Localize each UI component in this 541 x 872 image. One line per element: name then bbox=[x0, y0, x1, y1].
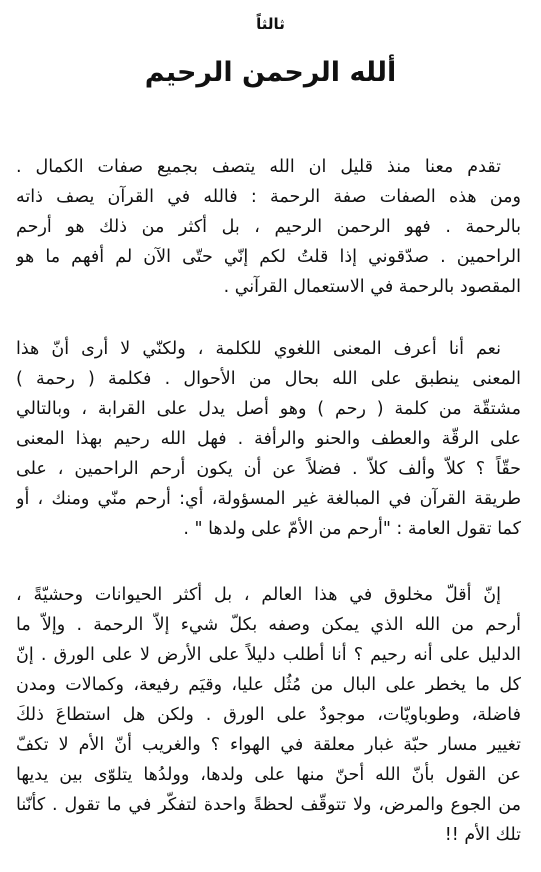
paragraph-3-line-6: تغيير مسار حبّة غبار معلقة في الهواء ؟ والغريب أنّ الأم لا تكفّ bbox=[16, 735, 521, 755]
paragraph-3-line-7: عن القول بأنّ الله أحنّ منها على ولدها، وولدُها يتلوّى بين يديها bbox=[16, 765, 521, 785]
paragraph-3-line-3: الدليل على أنه رحيم ؟ أنا أطلب دليلاً على الأرض لا على الورق . إنّ bbox=[16, 645, 521, 665]
paragraph-3-line-1: إنّ أقلّ مخلوق في هذا العالم ، بل أكثر الحيوانات وحشيّةً ، bbox=[16, 585, 501, 605]
paragraph-3-line-8: من الجوع والمرض، ولا تتوقّف لحظةً واحدة لتفكّر في ما تقول . كأنّنا bbox=[16, 795, 521, 815]
paragraph-3-line-4: كل ما يخطر على البال من مُثُل عليا، وقيَم رفيعة، وكمالات ومدن bbox=[16, 675, 521, 695]
page-title: ألله الرحمن الرحيم bbox=[144, 57, 397, 88]
paragraph-1-line-4: الراحمين . صدّقوني إذا قلتُ لكم إنّي حتّى الآن لم أفهم ما هو bbox=[16, 247, 521, 267]
paragraph-1-line-3: بالرحمة . فهو الرحمن الرحيم ، بل أكثر من ذلك هو أرحم bbox=[16, 217, 521, 237]
paragraph-3-line-5: فاضلة، وطوباويّات، موجودٌ على الورق . ولكن هل استطاعَ ذلكَ bbox=[16, 705, 521, 725]
paragraph-1-line-2: ومن هذه الصفات صفة الرحمة : فالله في القرآن يصف ذاته bbox=[16, 187, 521, 207]
paragraph-1-line-1: تقدم معنا منذ قليل ان الله يتصف بجميع صفات الكمال . bbox=[16, 157, 501, 177]
paragraph-1-line-5: المقصود بالرحمة في الاستعمال القرآني . bbox=[223, 277, 521, 297]
paragraph-2-line-5: حقّاً ؟ كلاّ وألف كلاّ . فضلاً عن أن يكون أرحم الراحمين ، على bbox=[16, 459, 521, 479]
paragraph-2-line-6: طريقة القرآن في المبالغة غير المسؤولة، أي: أرحم منّي ومنك ، أو bbox=[16, 489, 521, 509]
paragraph-2-line-2: المعنى ينطبق على الله بحال من الأحوال . فكلمة ( رحمة ) bbox=[16, 369, 521, 389]
paragraph-2-line-7: كما تقول العامة : "أرحم من الأمّ على ولدها " . bbox=[183, 519, 521, 539]
paragraph-3-line-9: تلك الأم !! bbox=[444, 825, 521, 845]
paragraph-3-line-2: أرحم من الله الذي يمكن وصفه بكلّ شيء إلاّ الرحمة . وإلاّ ما bbox=[16, 615, 521, 635]
section-number: ثالثاً bbox=[256, 15, 285, 33]
paragraph-2-line-3: مشتقّة من كلمة ( رحم ) وهو أصل يدل على القرابة ، وبالتالي bbox=[16, 399, 521, 419]
paragraph-2-line-4: على الرقّة والعطف والحنو والرأفة . فهل الله رحيم بهذا المعنى bbox=[16, 429, 521, 449]
paragraph-2-line-1: نعم أنا أعرف المعنى اللغوي للكلمة ، ولكنّي لا أرى أنّ هذا bbox=[16, 339, 501, 359]
